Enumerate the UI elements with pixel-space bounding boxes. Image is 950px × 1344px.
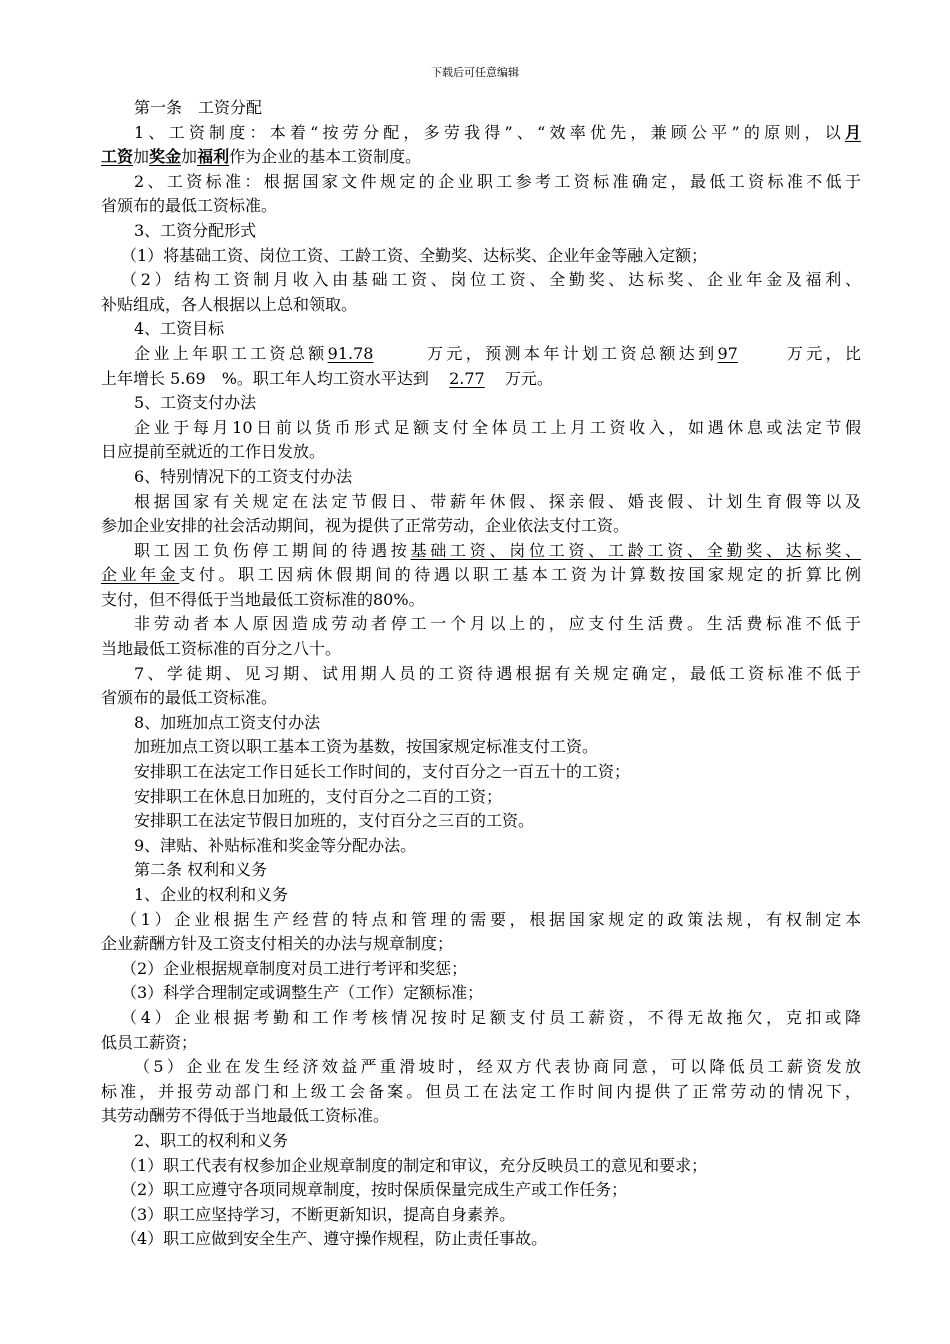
section-heading: 6、特别情况下的工资支付办法 [134,466,353,486]
list-item: （2）职工应遵守各项同规章制度，按时保质保量完成生产或工作任务； [121,1180,628,1200]
paragraph-line: 非劳动者本人原因造成劳动者停工一个月以上的，应支付生活费。生活费标准不低于 [134,614,861,634]
section-heading: 2、职工的权利和义务 [134,1130,289,1150]
fill-blank: 2.77 [449,368,485,388]
section-heading: 8、加班加点工资支付办法 [134,712,321,732]
fill-blank: 97 [717,343,738,363]
paragraph-line: 标准，并报劳动部门和上级工会备案。但员工在法定工作时间内提供了正常劳动的情况下， [101,1081,861,1101]
document-body [101,96,861,1252]
article-2-heading: 第二条 权利和义务 [134,860,268,880]
paragraph-line: 上年增长 5.69 %。职工年人均工资水平达到 2.77 万元。 [101,367,861,392]
paragraph-line: 省颁布的最低工资标准。 [101,196,278,216]
paragraph-line: 补贴组成，各人根据以上总和领取。 [101,294,358,314]
paragraph-line: 职工因工负伤停工期间的待遇按基础工资、岗位工资、工龄工资、全勤奖、达标奖、 [134,540,861,560]
paragraph-line: 安排职工在法定节假日加班的，支付百分之三百的工资。 [134,811,535,831]
paragraph-line: 日应提前至就近的工作日发放。 [101,442,326,462]
paragraph-line: 企业上年职工工资总额91.78 万元，预测本年计划工资总额达到97 万元，比 [101,342,861,367]
paragraph-line: 加班加点工资以职工基本工资为基数，按国家规定标准支付工资。 [134,737,599,757]
section-heading: 1、企业的权利和义务 [134,885,289,904]
paragraph-line: 根据国家有关规定在法定节假日、带薪年休假、探亲假、婚丧假、计划生育假等以及 [134,491,861,511]
list-item: （1）企业根据生产经营的特点和管理的需要，根据国家规定的政策法规，有权制定本 [121,909,861,929]
section-heading: 3、工资分配形式 [134,220,257,240]
paragraph-line: 省颁布的最低工资标准。 [101,688,278,708]
list-item: （4）企业根据考勤和工作考核情况按时足额支付员工薪资，不得无故拖欠，克扣或降 [121,1007,861,1027]
paragraph-line: 2、工资标准：根据国家文件规定的企业职工参考工资标准确定，最低工资标准不低于 [134,171,861,191]
paragraph-line: 低员工薪资； [101,1032,198,1052]
paragraph-line: 企业于每月10日前以货币形式足额支付全体员工上月工资收入，如遇休息或法定节假 [134,417,861,437]
section-heading: 9、津贴、补贴标准和奖金等分配办法。 [134,835,417,855]
list-item: （1）将基础工资、岗位工资、工龄工资、全勤奖、达标奖、企业年金等融入定额； [121,245,708,265]
article-1-heading: 第一条 工资分配 [134,98,263,117]
fill-blank: 91.78 [327,343,374,363]
paragraph-line: 1、工资制度：本着“按劳分配，多劳我得”、“效率优先，兼顾公平”的原则，以月 [134,122,861,142]
list-item: （4）职工应做到安全生产、遵守操作规程，防止责任事故。 [121,1229,548,1249]
list-item: （5）企业在发生经济效益严重滑坡时，经双方代表协商同意，可以降低员工薪资发放 [134,1057,861,1077]
paragraph-line: 其劳动酬劳不得低于当地最低工资标准。 [101,1106,390,1126]
list-item: （2）结构工资制月收入由基础工资、岗位工资、全勤奖、达标奖、企业年金及福利、 [121,270,861,290]
paragraph-line: 当地最低工资标准的百分之八十。 [101,639,342,659]
paragraph-line: 支付，但不得低于当地最低工资标准的80%。 [101,589,425,609]
section-heading: 4、工资目标 [134,319,225,339]
page-header: 下载后可任意编辑 [431,66,519,79]
paragraph-line: 7、学徒期、见习期、试用期人员的工资待遇根据有关规定确定，最低工资标准不低于 [134,663,861,683]
list-item: （3）职工应坚持学习，不断更新知识，提高自身素养。 [121,1204,516,1224]
list-item: （1）职工代表有权参加企业规章制度的制定和审议，充分反映员工的意见和要求； [121,1155,708,1175]
paragraph-line: 参加企业安排的社会活动期间，视为提供了正常劳动，企业依法支付工资。 [101,516,630,536]
list-item: （3）科学合理制定或调整生产（工作）定额标准； [121,983,484,1003]
section-heading: 5、工资支付办法 [134,393,257,413]
paragraph-line: 工资加奖金加福利作为企业的基本工资制度。 [101,147,422,167]
list-item: （2）企业根据规章制度对员工进行考评和奖惩； [121,958,468,978]
paragraph-line: 安排职工在休息日加班的，支付百分之二百的工资； [134,786,503,806]
paragraph-line: 企业年金支付。职工因病休假期间的待遇以职工基本工资为计算数按国家规定的折算比例 [101,565,861,585]
paragraph-line: 安排职工在法定工作日延长工作时间的，支付百分之一百五十的工资； [134,762,631,782]
paragraph-line: 企业薪酬方针及工资支付相关的办法与规章制度； [101,934,454,954]
